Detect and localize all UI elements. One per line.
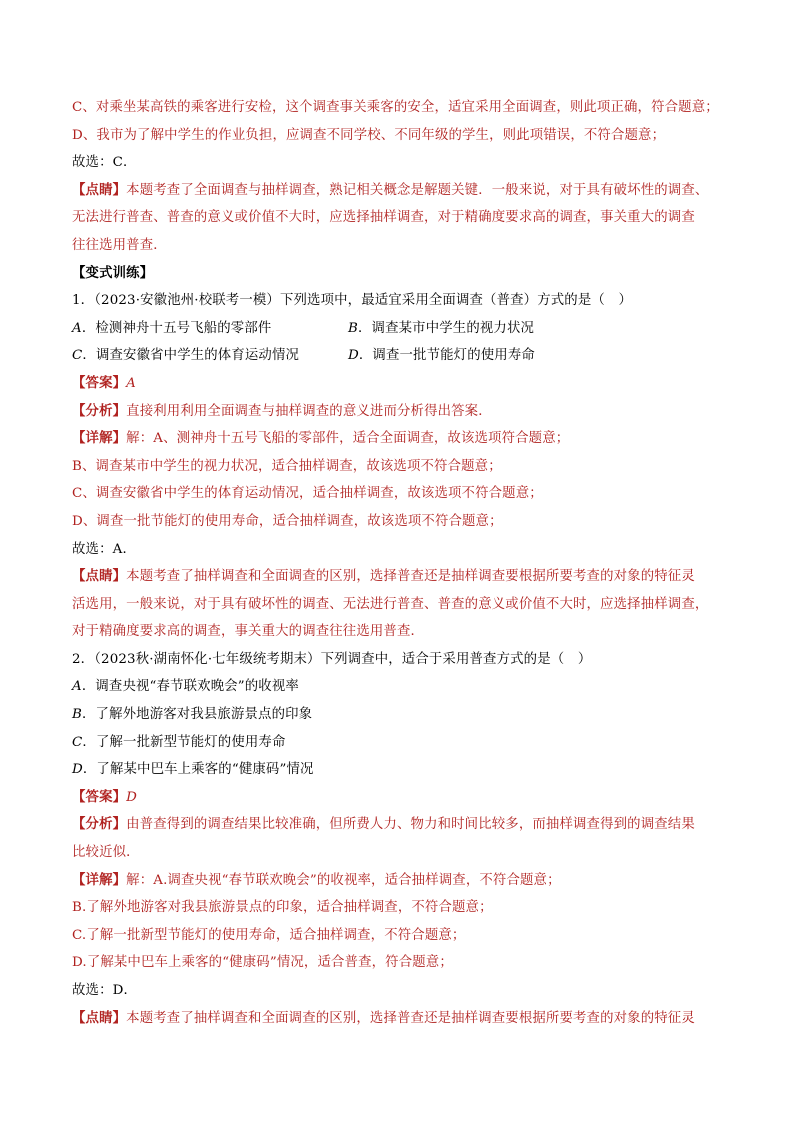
note-tag: 【点睛】 [72,1009,127,1026]
analysis-tag: 【分析】 [72,816,127,833]
q2-note-line-1 [72,1005,742,1033]
prev-note-line-1 [72,177,742,205]
note-text: 本题考查了全面调查与抽样调查，熟记相关概念是解题关键．一般来说，对于具有破坏性的调查、 [126,182,709,198]
document-page [72,94,742,1032]
q1-detail-line-1 [72,425,742,453]
q2-choice-line: 故选：D． [72,983,138,998]
q1-detail-line-2: B、调查某市中学生的视力状况，适合抽样调查，故该选项不符合题意； [72,458,502,474]
q2-stem: 2．（2023秋·湖南怀化·七年级统考期末）下列调查中，适合于采用普查方式的是（ ） [72,651,592,667]
q2-detail-line-4: D.了解某中巴车上乘客的“健康码”情况，适合普查，符合题意； [72,955,453,971]
note-tag: 【点睛】 [72,568,127,585]
answer-tag: 【答案】 [72,374,127,391]
prev-choice-line: 故选：C． [72,155,137,171]
detail-tag: 【详解】 [72,871,127,888]
prev-note-line-2: 无法进行普查、普查的意义或价值不大时，应选择抽样调查，对于精确度要求高的调查，事关重大的调查 [72,210,695,226]
q2-option-a: A．调查央视“春节联欢晚会”的收视率 [72,679,299,695]
q1-option-a: A．检测神舟十五号飞船的零部件 [72,320,272,336]
section-title: 【变式训练】 [72,264,154,281]
q1-answer [72,370,742,398]
note-tag: 【点睛】 [72,181,127,198]
q2-analysis-line-2: 比较近似． [72,845,140,861]
analysis-text: 由普查得到的调查结果比较准确，但所费人力、物力和时间比较多，而抽样调查得到的调查结果 [126,817,695,833]
detail-text: 解：A.调查央视“春节联欢晚会”的收视率，适合抽样调查，不符合题意； [126,872,561,888]
note-text: 本题考查了抽样调查和全面调查的区别，选择普查还是抽样调查要根据所要考查的对象的特征灵 [126,1010,695,1026]
q1-options-row-2 [72,342,742,370]
q2-answer [72,784,742,812]
q2-option-c: C．了解一批新型节能灯的使用寿命 [72,734,286,750]
q1-note-line-3: 对于精确度要求高的调查，事关重大的调查往往选用普查． [72,624,425,640]
q1-analysis [72,398,742,426]
detail-tag: 【详解】 [72,430,127,447]
detail-text: 解：A、测神舟十五号飞船的零部件，适合全面调查，故该选项符合题意； [126,431,570,447]
analysis-text: 直接利用利用全面调查与抽样调查的意义进而分析得出答案． [126,403,492,419]
answer-value: A [126,375,136,391]
q1-detail-line-3: C、调查安徽省中学生的体育运动情况，适合抽样调查，故该选项不符合题意； [72,486,543,502]
solution-line-c: C、对乘坐某高铁的乘客进行安检，这个调查事关乘客的安全，适宜采用全面调查，则此项正确，符合题意； [72,100,719,115]
q2-analysis-line-1 [72,811,742,839]
q2-detail-line-1 [72,867,742,895]
answer-tag: 【答案】 [72,788,127,805]
q2-option-b: B．了解外地游客对我县旅游景点的印象 [72,707,313,723]
analysis-tag: 【分析】 [72,402,127,419]
q2-detail-line-2: B.了解外地游客对我县旅游景点的印象，适合抽样调查，不符合题意； [72,900,493,916]
q1-detail-line-4: D、调查一批节能灯的使用寿命，适合抽样调查，故该选项不符合题意； [72,513,503,529]
note-text: 本题考查了抽样调查和全面调查的区别，选择普查还是抽样调查要根据所要考查的对象的特征灵 [126,569,695,585]
q1-options-row-1 [72,315,742,343]
answer-value: D [126,789,138,805]
solution-line-d: D、我市为了解中学生的作业负担，应调查不同学校、不同年级的学生，则此项错误，不符合题意； [72,127,666,143]
q1-option-c: C．调查安徽省中学生的体育运动情况 [72,348,300,364]
q1-stem: 1．（2023·安徽池州·校联考一模）下列选项中，最适宜采用全面调查（普查）方式的是（ ） [72,293,633,309]
q1-option-b: B．调查某市中学生的视力状况 [348,320,535,336]
q1-choice-line: 故选：A． [72,541,136,557]
q2-option-d: D．了解某中巴车上乘客的“健康码”情况 [72,762,314,778]
q1-note-line-2: 活选用，一般来说，对于具有破坏性的调查、无法进行普查、普查的意义或价值不大时，应选择抽样调查， [72,596,709,612]
q2-detail-line-3: C.了解一批新型节能灯的使用寿命，适合抽样调查，不符合题意； [72,927,466,943]
q1-note-line-1 [72,563,742,591]
q1-option-d: D．调查一批节能灯的使用寿命 [348,348,535,364]
prev-note-line-3: 往往选用普查． [72,237,167,253]
